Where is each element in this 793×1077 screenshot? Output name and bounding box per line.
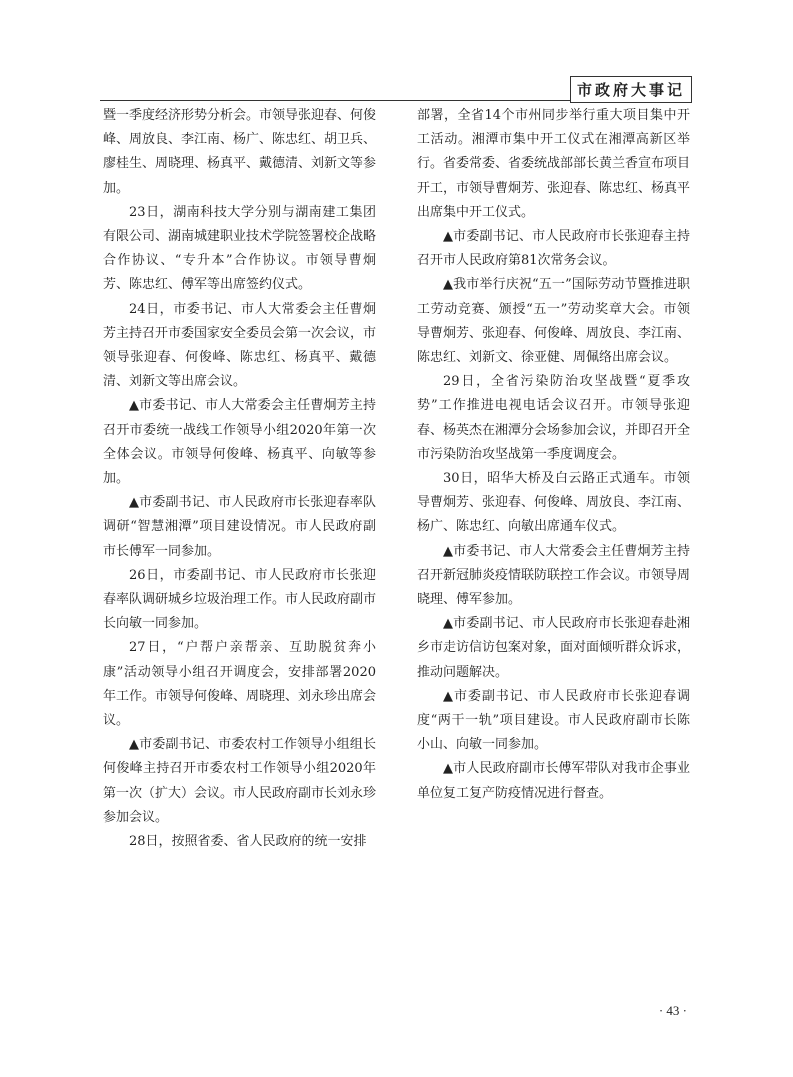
- paragraph: ▲市委副书记、市人民政府市长张迎春调度“两干一轨”项目建设。市人民政府副市长陈小山、向敏一同参加。: [417, 688, 690, 753]
- paragraph: 30日，昭华大桥及白云路正式通车。市领导曹炯芳、张迎春、何俊峰、周放良、李江南、杨广、陈忠红、向敏出席通车仪式。: [417, 471, 691, 535]
- page-number: · 43 ·: [658, 1003, 687, 1018]
- paragraph: 27日，“户帮户亲帮亲、互助脱贫奔小康”活动领导小组召开调度会，安排部署2020年工作。市领导何俊峰、周晓理、刘永珍出席会议。: [103, 640, 377, 729]
- paragraph: 28日，按照省委、省人民政府的统一安排: [129, 834, 367, 850]
- paragraph: 24日，市委书记、市人大常委会主任曹炯芳主持召开市委国家安全委员会第一次会议，市领导张迎春、何俊峰、陈忠红、杨真平、戴德清、刘新文等出席会议。: [103, 301, 377, 390]
- paragraph: 26日，市委副书记、市人民政府市长张迎春率队调研城乡垃圾治理工作。市人民政府副市长向敏一同参加。: [103, 567, 377, 632]
- paragraph: 23日，湖南科技大学分别与湖南建工集团有限公司、湖南城建职业技术学院签署校企战略合作协议、“专升本”合作协议。市领导曹炯芳、陈忠红、傅军等出席签约仪式。: [103, 204, 377, 293]
- paragraph: ▲市委副书记、市委农村工作领导小组组长何俊峰主持召开市委农村工作领导小组2020年第一次（扩大）会议。市人民政府副市长刘永珍参加会议。: [103, 737, 377, 825]
- paragraph: ▲我市举行庆祝“五一”国际劳动节暨推进职工劳动竞赛、颁授“五一”劳动奖章大会。市领导曹炯芳、张迎春、何俊峰、周放良、李江南、陈忠红、刘新文、徐亚健、周佩络出席会议。: [417, 277, 691, 366]
- paragraph: ▲市委副书记、市人民政府市长张迎春率队调研“智慧湘潭”项目建设情况。市人民政府副市长傅军一同参加。: [103, 495, 376, 559]
- paragraph: ▲市人民政府副市长傅军带队对我市企事业单位复工复产防疫情况进行督查。: [417, 761, 690, 801]
- paragraph: ▲市委书记、市人大常委会主任曹炯芳主持召开新冠肺炎疫情联防联控工作会议。市领导周晓理、傅军参加。: [417, 543, 691, 608]
- section-title: 市政府大事记: [570, 76, 692, 103]
- paragraph: 部署，全省14个市州同步举行重大项目集中开工活动。湘潭市集中开工仪式在湘潭高新区举行。省委常委、省委统战部部长黄兰香宣布项目开工，市领导曹炯芳、张迎春、陈忠红、杨真平出席集中开工仪式。: [417, 108, 691, 220]
- paragraph: 29日，全省污染防治攻坚战暨“夏季攻势”工作推进电视电话会议召开。市领导张迎春、杨英杰在湘潭分会场参加会议，并即召开全市污染防治攻坚战第一季度调度会。: [417, 374, 691, 462]
- paragraph: ▲市委书记、市人大常委会主任曹炯芳主持召开市委统一战线工作领导小组2020年第一次全体会议。市领导何俊峰、杨真平、向敏等参加。: [103, 398, 376, 487]
- right-column: [417, 104, 690, 806]
- left-column: [103, 104, 376, 854]
- paragraph: ▲市委副书记、市人民政府市长张迎春主持召开市人民政府第81次常务会议。: [417, 229, 690, 269]
- paragraph: 暨一季度经济形势分析会。市领导张迎春、何俊峰、周放良、李江南、杨广、陈忠红、胡卫兵、廖桂生、周晓理、杨真平、戴德清、刘新文等参加。: [103, 108, 377, 196]
- paragraph: ▲市委副书记、市人民政府市长张迎春赴湘乡市走访信访包案对象，面对面倾听群众诉求，推动问题解决。: [417, 616, 691, 680]
